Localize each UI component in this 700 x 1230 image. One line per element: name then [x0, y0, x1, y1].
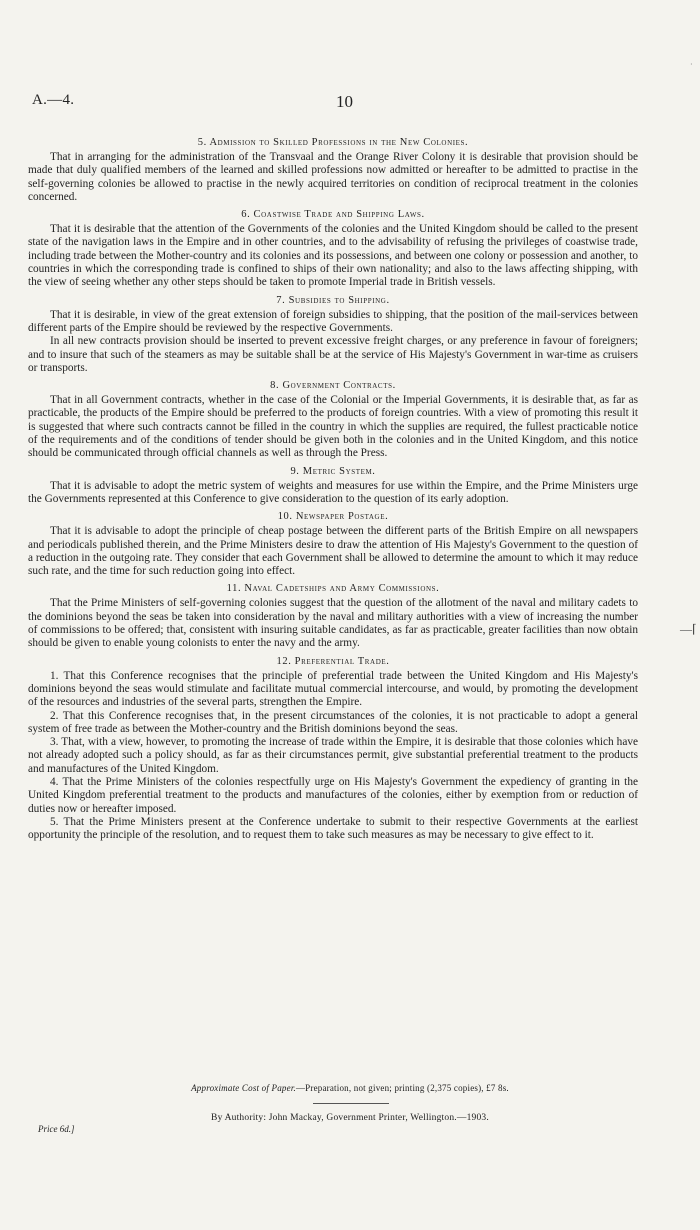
section-paragraph: That it is advisable to adopt the metric system of weights and measures for use within the Empire, and the Prime Ministers urge the Governments represented at this Conference to give consideration to the question of its early adoption. — [28, 479, 638, 505]
cost-label: Approximate Cost of Paper. — [191, 1083, 296, 1093]
section-title: 6. Coastwise Trade and Shipping Laws. — [241, 209, 425, 221]
margin-mark: · — [690, 60, 693, 69]
section-title: 12. Preferential Trade. — [276, 655, 390, 667]
price-note: Price 6d.] — [38, 1124, 75, 1134]
section-paragraph: In all new contracts provision should be inserted to prevent excessive freight charges, or any preference in favour of foreigners; and to insure that such of the steamers as may be suitable shall be at the service of His Majesty's Government in war-time as cruisers or transports. — [28, 335, 638, 374]
document-body — [28, 132, 638, 842]
section-paragraph: That it is advisable to adopt the principle of cheap postage between the different parts of the British Empire on all newspapers and periodicals published therein, and the Prime Ministers desire to draw the attention of His Majesty's Government to the question of a reduction in the outgoing rate. They consider that each Government shall be allowed to determine the amount to which it may reduce such rate, and the time for such reduction going into effect. — [28, 525, 638, 578]
section-title: 10. Newspaper Postage. — [277, 511, 389, 523]
document-reference: A.—4. — [32, 92, 75, 108]
section-paragraph: That it is desirable that the attention of the Governments of the colonies and the United Kingdom should be called to the present state of the navigation laws in the Empire and in other countries, and to the advisability of refusing the privileges of coastwise trade, including trade between the Mother-country and its colonies and its possessions, and between one colony or possession and another, to countries in which the corresponding trade is confined to ships of their own nationality; and also to the laws affecting shipping, with the view of seeing whether any other steps should be taken to promote Imperial trade in British vessels. — [28, 223, 638, 289]
section-title: 7. Subsidies to Shipping. — [276, 294, 390, 306]
section-paragraph: 3. That, with a view, however, to promoting the increase of trade within the Empire, it is desirable that those colonies which have not already adopted such a policy should, as far as their circumstances permit, give substantial preferential treatment to the products and manufactures of the United Kingdom. — [28, 736, 638, 775]
section-paragraph: That in arranging for the administration of the Transvaal and the Orange River Colony it is desirable that provision should be made that duly qualified members of the learned and skilled professions now admitted or hereafter to be admitted to practise in the self-governing colonies be allowed to practise in the newly acquired territories on condition of reciprocal treatment in the colonies concerned. — [28, 151, 638, 203]
section-title: 5. Admission to Skilled Professions in the New Colonies. — [197, 137, 469, 148]
section-title: 9. Metric System. — [290, 465, 376, 477]
section-paragraph: That in all Government contracts, whether in the case of the Colonial or the Imperial Governments, it is desirable that, as far as practicable, the products of the Empire should be preferred to the products of foreign countries. With a view of promoting this result it is suggested that where such contracts cannot be filled in the country in which the supplies are required, the fullest practicable notice of the requirements and of the conditions of tender should be given both in the colonies and in the United Kingdom, and this notice should be communicated through official channels as well as through the Press. — [28, 394, 638, 460]
section-paragraph: That the Prime Ministers of self-governing colonies suggest that the question of the allotment of the naval and military cadets to the dominions beyond the seas be taken into consideration by the naval and military authorities with a view of increasing the number of commissions to be offered; that, consistent with insuring suitable candidates, as far as practicable, greater facilities than now obtain should be given to enable young colonists to enter the navy and the army. — [28, 597, 638, 650]
cost-text: —Preparation, not given; printing (2,375 copies), £7 8s. — [295, 1083, 509, 1093]
section-paragraph: 4. That the Prime Ministers of the colonies respectfully urge on His Majesty's Government the expediency of granting in the United Kingdom preferential treatment to the products and manufactures of the colonies, either by exemption from or reduction of duties now or hereafter imposed. — [28, 775, 638, 815]
section-paragraph: 1. That this Conference recognises that the principle of preferential trade between the United Kingdom and His Majesty's dominions beyond the seas would stimulate and facilitate mutual commercial intercourse, and would, by promoting the development of the resources and industries of the several parts, strengthen the Empire. — [28, 669, 638, 709]
page-number: 10 — [336, 92, 353, 111]
printer-authority: By Authority: John Mackay, Government Printer, Wellington.—1903. — [211, 1113, 489, 1123]
footer-divider — [313, 1103, 389, 1104]
section-paragraph: 2. That this Conference recognises that, in the present circumstances of the colonies, it is not practicable to adopt a general system of free trade as between the Mother-country and the British dominions beyond the seas. — [28, 709, 638, 735]
cost-note — [0, 1083, 700, 1093]
margin-mark: —⌈ — [680, 622, 697, 636]
section-paragraph: 5. That the Prime Ministers present at the Conference undertake to submit to their respective Governments at the earliest opportunity the principle of the resolution, and to request them to take such measures as may be necessary to give effect to it. — [28, 815, 638, 842]
section-title: 11. Naval Cadetships and Army Commissions. — [226, 583, 440, 595]
section-paragraph: That it is desirable, in view of the great extension of foreign subsidies to shipping, that the position of the mail-services between different parts of the Empire should be reviewed by the respective Governments. — [28, 308, 638, 334]
section-title: 8. Government Contracts. — [270, 380, 396, 392]
